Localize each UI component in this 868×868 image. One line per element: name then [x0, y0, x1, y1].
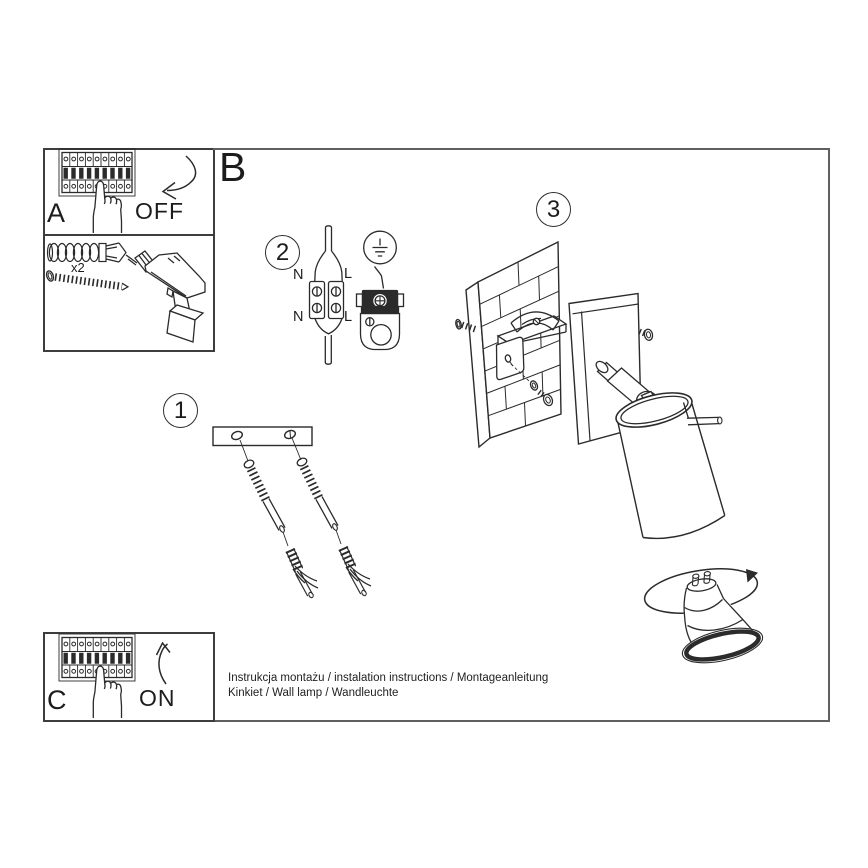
box-power-on — [43, 632, 215, 722]
box-power-off — [43, 148, 215, 236]
box-main-steps — [213, 144, 830, 722]
step-3-badge — [536, 192, 571, 227]
step-2-number: 2 — [275, 238, 290, 266]
step-2-badge — [265, 235, 300, 270]
neutral-in-label: N — [293, 267, 304, 283]
live-out-label: L — [344, 309, 353, 325]
section-b-label: B — [219, 144, 247, 190]
live-in-label: L — [344, 266, 353, 282]
step-1-number: 1 — [173, 396, 188, 424]
footer-instructions: Instrukcja montażu / instalation instructions / Montageanleitung — [228, 672, 549, 684]
box-c-label: C — [47, 685, 67, 715]
neutral-out-label: N — [293, 309, 304, 325]
footer-product: Kinkiet / Wall lamp / Wandleuchte — [228, 687, 399, 699]
step-1-badge — [163, 393, 198, 428]
off-state-label: OFF — [135, 198, 184, 224]
box-a-label: A — [47, 198, 66, 228]
quantity-label: x2 — [71, 260, 85, 275]
on-state-label: ON — [139, 685, 176, 711]
box-tools — [43, 234, 215, 352]
step-3-number: 3 — [546, 195, 561, 223]
